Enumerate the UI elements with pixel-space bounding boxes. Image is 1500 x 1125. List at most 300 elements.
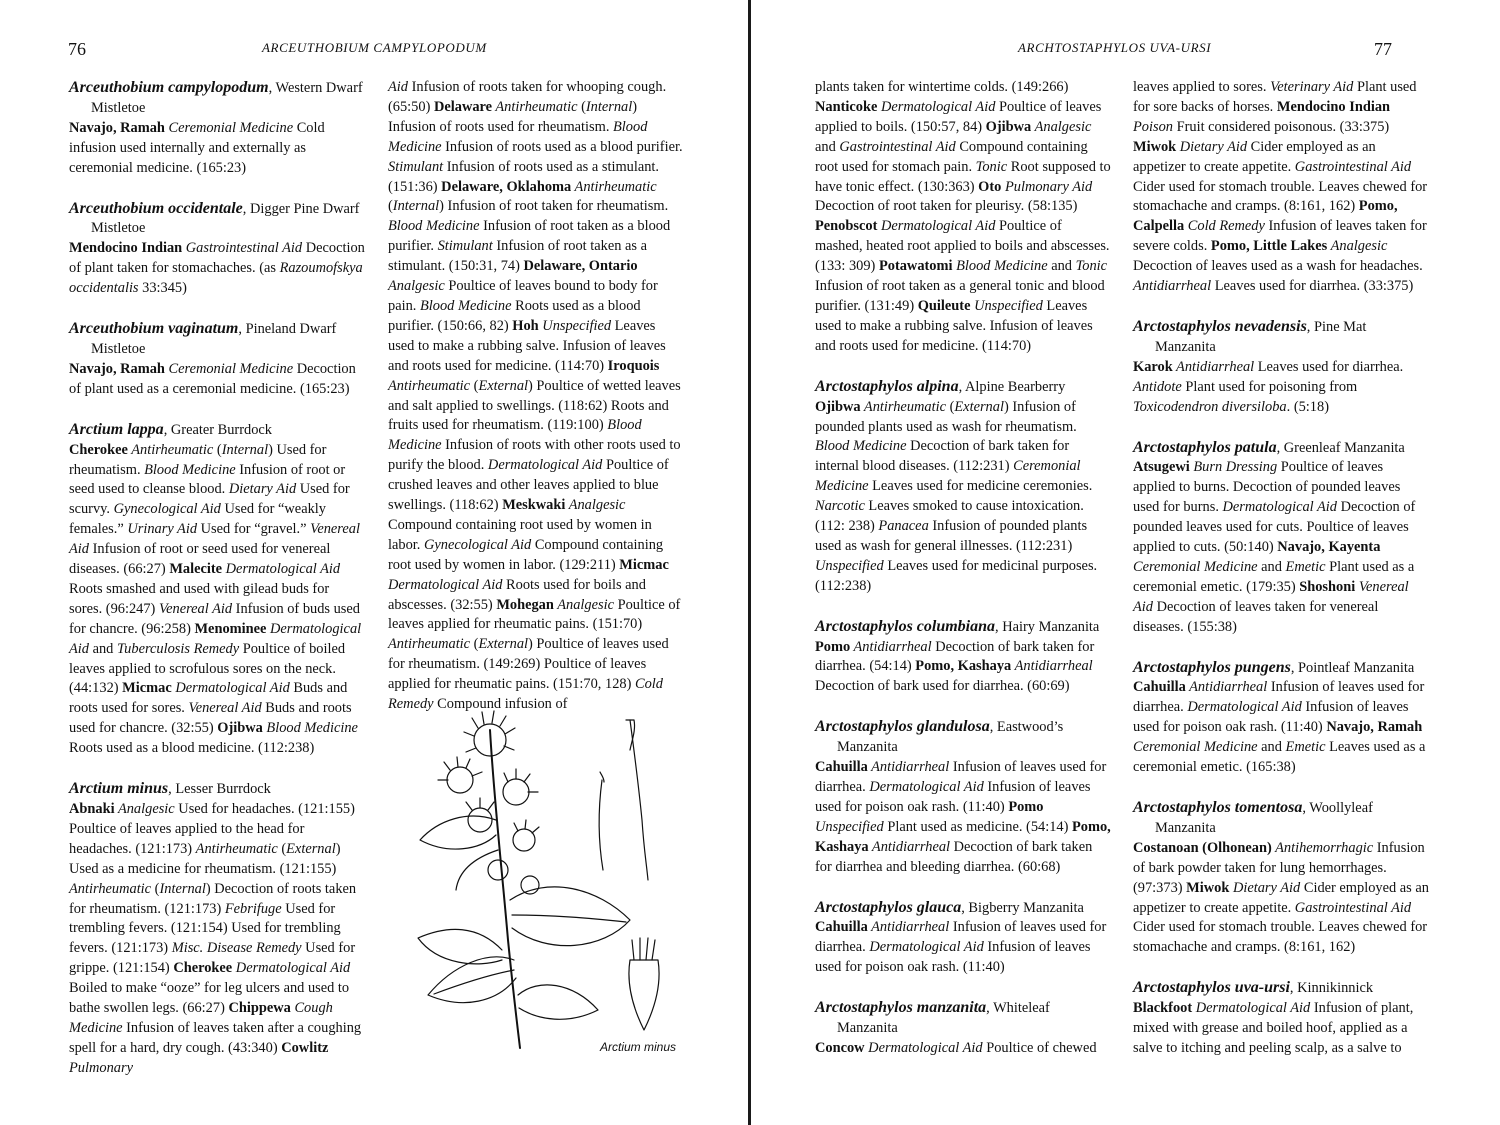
use-category: Blood Medicine [952, 258, 1048, 275]
use-category: Antirheumatic [571, 178, 657, 195]
tribe-name: Miwok [1133, 138, 1177, 155]
entry-text: Compound containing root used by women in labor. [388, 516, 652, 553]
entry-text: Cold infusion used internally and externally as ceremonial medicine. (165:23) [69, 119, 325, 176]
entry-text: Leaves used for diarrhea. [1254, 358, 1404, 375]
dictionary-entry [815, 377, 1111, 597]
entry-text: Poultice of crushed leaves and other leaves applied to blue swellings. (118:62) [388, 457, 669, 514]
entry-text: Decoction of pounded leaves used for cuts. Poultice of leaves applied to cuts. (50:140) [1133, 499, 1416, 556]
use-category: Venereal Aid [69, 521, 360, 558]
use-category: Analgesic [553, 596, 614, 613]
use-category: Burn Dressing [1189, 459, 1278, 476]
entry-text: Leaves used to make a rubbing salve. Infusion of leaves and roots used for medicine. (114:70) [388, 317, 666, 374]
use-category: Antirheumatic [127, 441, 214, 458]
dictionary-entry [1133, 317, 1429, 418]
use-category: Antidiarrheal [850, 638, 932, 655]
entry-heading [1133, 798, 1429, 839]
use-category: Antidiarrheal [1185, 679, 1268, 696]
tribe-name: Cahuilla [815, 759, 868, 776]
common-name: , Lesser Burrdock [168, 781, 271, 798]
entry-text: Infusion of roots taken for whooping cough. (65:50) [388, 79, 667, 115]
use-category: Toxicodendron diversiloba [1133, 398, 1287, 415]
entry-text: ) Decoction of roots taken for rheumatism. (121:173) [69, 880, 357, 917]
use-category: Ceremonial Medicine [164, 119, 294, 136]
species-name: Arctostaphylos alpina [815, 377, 959, 395]
use-category: Antihemorrhagic [1271, 839, 1374, 856]
use-category: Dermatological Aid [171, 680, 290, 697]
tribe-name: Shoshoni [1299, 578, 1356, 595]
use-category: Emetic [1285, 739, 1326, 756]
entry-text: Plant used for poisoning from [1181, 378, 1358, 395]
entry-text: Infusion of leaves used for poison oak rash. (11:40) [815, 939, 1091, 976]
use-category: Internal [585, 98, 633, 115]
entry-text: Decoction of plant used as a ceremonial medicine. (165:23) [69, 360, 356, 397]
entry-text: ( [946, 398, 955, 415]
dictionary-entry [69, 319, 365, 400]
use-category: Analgesic [1327, 238, 1388, 255]
entry-text: ( [470, 636, 479, 653]
entry-text: Fruit considered poisonous. (33:375) [1172, 118, 1390, 135]
tribe-name: Ojibwa [985, 118, 1032, 135]
tribe-name: Delaware, Oklahoma [441, 178, 572, 195]
entry-text: Boiled to make “ooze” for leg ulcers and used to bathe swollen legs. (66:27) [69, 980, 350, 1017]
entry-text: Used for grippe. (121:154) [69, 940, 356, 977]
entry-text: Infusion of roots used as a stimulant. (151:36) [388, 158, 660, 195]
use-category: Urinary Aid [127, 521, 198, 538]
tribe-name: Pomo [1008, 798, 1044, 815]
entry-text: Infusion of root taken as a blood purifier. [388, 218, 671, 255]
tribe-name: Cowlitz [281, 1039, 329, 1056]
use-category: External [478, 636, 529, 653]
entry-text: Leaves used for medicinal purposes. (112:238) [815, 557, 1098, 594]
use-category: Internal [221, 441, 269, 458]
entry-text: ( [151, 880, 160, 897]
use-category: Antidiarrheal [1011, 658, 1093, 675]
use-category: Gastrointestinal Aid [182, 240, 303, 257]
dictionary-entry [1133, 978, 1429, 1059]
common-name: , Western Dwarf Mistletoe [91, 80, 363, 116]
dictionary-entry [1133, 658, 1429, 778]
entry-text: and [88, 640, 117, 657]
entry-heading [815, 898, 1111, 919]
entry-text: Used for scurvy. [69, 481, 350, 518]
common-name: , Greenleaf Manzanita [1276, 439, 1405, 456]
common-name: , Pine Mat Manzanita [1155, 318, 1367, 355]
right-page [752, 0, 1500, 1125]
use-category: Internal [159, 880, 206, 897]
tribe-name: Nanticoke [815, 98, 878, 115]
entry-text: Decoction of bark taken for diarrhea and bleeding diarrhea. (60:68) [815, 838, 1093, 875]
entry-text: Cider used for stomach trouble. Leaves chewed for stomachache and cramps. (8:161, 162) [1133, 919, 1428, 956]
entry-text: leaves applied to sores. [1133, 79, 1271, 95]
tribe-name: Mendocino Indian [69, 240, 183, 257]
use-category: Cough Medicine [69, 1000, 333, 1036]
use-category: External [286, 840, 336, 857]
entry-text: Infusion of leaves used for poison oak rash. (11:40) [815, 779, 1091, 815]
arctium-minus-illustration [398, 710, 698, 1055]
use-category: Stimulant [388, 158, 444, 175]
use-category: Venereal Aid [188, 700, 262, 717]
species-name: Arceuthobium vaginatum [69, 320, 239, 338]
dictionary-entry [1133, 438, 1429, 638]
entry-body [388, 78, 684, 715]
use-category: Antidiarrheal [1133, 278, 1212, 295]
entry-text: Plant used for sore backs of horses. [1133, 79, 1417, 115]
tribe-name: Concow [815, 1039, 865, 1056]
gutter [748, 0, 751, 1125]
use-category: Narcotic [815, 498, 865, 515]
use-category: Dietary Aid [1229, 879, 1301, 896]
tribe-name: Abnaki [69, 801, 115, 817]
entry-body [815, 918, 1111, 978]
use-category: Panacea [878, 518, 929, 535]
entry-heading [69, 199, 365, 240]
use-category: Gynecological Aid [423, 536, 532, 553]
use-category: Unspecified [970, 297, 1043, 314]
entry-text: ) Infusion of root taken for rheumatism. [439, 198, 669, 215]
tribe-name: Mohegan [496, 596, 554, 613]
entry-text: Compound containing root used by women in labor. (129:211) [388, 536, 664, 573]
use-category: Antirheumatic [388, 377, 471, 394]
use-category: Dermatological Aid [388, 576, 503, 593]
tribe-name: Micmac [619, 556, 669, 573]
entry-text: ( [470, 377, 479, 394]
entry-text: Infusion of leaves taken after a coughing spell for a hard, dry cough. (43:340) [69, 1019, 362, 1056]
tribe-name: Micmac [122, 680, 172, 697]
dictionary-entry [815, 78, 1111, 357]
entry-text: Roots used as a blood medicine. (112:238) [69, 740, 315, 757]
common-name: , Alpine Bearberry [958, 378, 1066, 395]
entry-text: Used for “gravel.” [197, 521, 311, 538]
tribe-name: Oto [978, 178, 1002, 195]
text-column [1133, 78, 1429, 1079]
entry-text: Decoction of bark taken for diarrhea. (54:14) [815, 638, 1095, 675]
dictionary-entry [815, 998, 1111, 1059]
entry-text: Poultice of leaves bound to body for pain. [388, 278, 658, 314]
entry-body [1133, 78, 1429, 297]
entry-text: ) Poultice of wetted leaves and salt applied to swellings. (118:62) Roots and fruits used for rheumatism. (119:100) [388, 377, 681, 434]
tribe-name: Mendocino Indian [1276, 98, 1391, 115]
common-name: , Whiteleaf Manzanita [837, 1000, 1050, 1037]
entry-text: ) Infusion of pounded plants used as wash for rheumatism. [815, 398, 1077, 435]
use-category: Tuberculosis Remedy [116, 640, 240, 657]
page-number: 77 [1374, 39, 1392, 59]
entry-text: ) Used for rheumatism. [69, 441, 327, 478]
tribe-name: Pomo, Calpella [1133, 198, 1398, 235]
entry-text: ( [277, 840, 287, 857]
common-name: , Bigberry Manzanita [961, 899, 1084, 916]
tribe-name: Penobscot [815, 218, 878, 235]
entry-text: ( [577, 98, 586, 115]
entry-text: Decoction of leaves taken for venereal diseases. (155:38) [1133, 598, 1379, 635]
tribe-name: Pomo, Little Lakes [1210, 238, 1328, 255]
use-category: Antidiarrheal [868, 838, 951, 855]
species-name: Arceuthobium occidentale [69, 199, 243, 217]
tribe-name: Pomo, Kashaya [915, 658, 1012, 675]
tribe-name: Chippewa [228, 1000, 291, 1017]
use-category: Blood Medicine [262, 720, 358, 737]
use-category: Emetic [1285, 558, 1326, 575]
entry-text: and [1047, 258, 1076, 275]
tribe-name: Delaware, Ontario [523, 258, 638, 275]
tribe-name: Navajo, Kayenta [1277, 539, 1381, 556]
entry-text: Used for “weakly females.” [69, 501, 326, 538]
entry-text: Buds and roots used for sores. [69, 680, 348, 717]
tribe-name: Pomo, Kashaya [815, 818, 1111, 855]
entry-text: and [815, 138, 840, 155]
entry-body [815, 758, 1111, 877]
entry-text: Compound infusion of [433, 696, 568, 713]
entry-text: Poultice of leaves applied for rheumatic pains. (151:70) [388, 596, 681, 633]
entry-text: Poultice of leaves applied to burns. Decoction of pounded leaves used for burns. [1133, 459, 1401, 516]
use-category: Analgesic [1031, 118, 1092, 135]
entry-text: Poultice of boiled leaves applied to scrofulous sores on the neck. (44:132) [69, 640, 346, 697]
use-category: Blood Medicine [388, 417, 642, 454]
use-category: Antirheumatic [195, 840, 278, 857]
use-category: Ceremonial Medicine [164, 360, 294, 377]
use-category: Blood Medicine [388, 218, 480, 235]
entry-text: Decoction of leaves used as a wash for headaches. [1133, 258, 1423, 275]
entry-text: Infusion of root or seed used to cleanse blood. [69, 461, 346, 498]
entry-text: Infusion of roots with other roots used to purify the blood. [388, 437, 681, 474]
use-category: Veterinary Aid [1270, 79, 1354, 95]
entry-text: ) Poultice of leaves used for rheumatism. (149:269) Poultice of leaves applied for rheumatic pains. (151:70, 128) [388, 636, 669, 693]
entry-text: Infusion of root or seed used for venereal diseases. (66:27) [69, 541, 331, 578]
tribe-name: Costanoan (Olhonean) [1133, 839, 1272, 856]
dictionary-entry [69, 779, 365, 1079]
dictionary-entry [815, 617, 1111, 698]
species-name: Arctostaphylos glauca [815, 898, 962, 916]
use-category: Gastrointestinal Aid [1294, 158, 1412, 175]
entry-text: and [1257, 558, 1286, 575]
tribe-name: Cahuilla [1133, 679, 1186, 696]
tribe-name: Navajo, Ramah [1326, 719, 1423, 736]
tribe-name: Cherokee [69, 441, 128, 458]
use-category: Tonic [975, 158, 1008, 175]
left-page [0, 0, 748, 1125]
dictionary-entry [69, 199, 365, 300]
use-category: Internal [392, 198, 440, 215]
use-category: Dermatological Aid [864, 1039, 983, 1056]
use-category: Dermatological Aid [487, 457, 603, 474]
entry-text: Infusion of root taken as a general tonic and blood purifier. (131:49) [815, 278, 1105, 314]
species-name: Arctostaphylos pungens [1133, 658, 1291, 676]
running-head: ARCEUTHOBIUM CAMPYLOPODUM [262, 40, 487, 55]
common-name: , Kinnikinnick [1289, 980, 1374, 997]
tribe-name: Navajo, Ramah [69, 119, 165, 136]
entry-body [815, 398, 1111, 597]
entry-text: Used for trembling fevers. (121:154) Used for trembling fevers. (121:173) [69, 900, 341, 957]
use-category: Cold Remedy [388, 676, 663, 713]
use-category: Analgesic [114, 801, 175, 817]
entry-text: Infusion of roots used as a blood purifier. [441, 138, 683, 155]
entry-heading [69, 420, 365, 441]
tribe-name: Karok [1133, 358, 1173, 375]
entry-text: ) Infusion of roots used for rheumatism. [388, 98, 638, 135]
entry-body [1133, 458, 1429, 637]
use-category: Aid [388, 79, 408, 95]
dictionary-entry [815, 717, 1111, 877]
tribe-name: Potawatomi [878, 258, 953, 275]
entry-body [69, 239, 365, 299]
use-category: Febrifuge [224, 900, 282, 917]
common-name: , Greater Burrdock [163, 421, 272, 438]
use-category: Tonic [1075, 258, 1108, 275]
use-category: Antirheumatic [69, 880, 152, 897]
entry-heading [69, 319, 365, 360]
entry-body [69, 800, 365, 1079]
tribe-name: Pomo [815, 638, 851, 655]
entry-heading [815, 998, 1111, 1039]
use-category: Razoumofskya occidentalis [69, 260, 363, 297]
entry-body [1133, 358, 1429, 418]
use-category: Antidote [1133, 378, 1182, 395]
use-category: Ceremonial Medicine [1133, 558, 1258, 575]
use-category: Dermatological Aid [877, 98, 996, 115]
use-category: Pulmonary [69, 1059, 133, 1076]
use-category: Blood Medicine [419, 297, 512, 314]
use-category: Antirheumatic [388, 636, 471, 653]
species-name: Arctostaphylos uva-ursi [1133, 979, 1290, 997]
entry-heading [1133, 438, 1429, 459]
common-name: , Pointleaf Manzanita [1290, 659, 1415, 676]
use-category: Dermatological Aid [222, 561, 341, 578]
use-category: Dermatological Aid [1222, 499, 1337, 516]
entry-text: Infusion of leaves used for diarrhea. [815, 759, 1107, 795]
use-category: Blood Medicine [144, 461, 236, 478]
entry-heading [1133, 317, 1429, 358]
entry-body [815, 1039, 1111, 1059]
species-name: Arctostaphylos manzanita [815, 999, 987, 1017]
entry-body [1133, 999, 1429, 1059]
entry-text: Decoction of root taken for pleurisy. (58:135) [815, 198, 1078, 215]
use-category: External [478, 377, 529, 394]
entry-text: Infusion of buds used for chancre. (96:258) [69, 600, 360, 637]
entry-text: Leaves used for medicine ceremonies. [868, 478, 1093, 495]
tribe-name: Meskwaki [502, 497, 566, 514]
common-name: , Hairy Manzanita [995, 618, 1100, 635]
use-category: Dietary Aid [1176, 138, 1248, 155]
entry-text: 33:345) [138, 280, 187, 297]
tribe-name: Cahuilla [815, 919, 868, 936]
entry-text: Infusion of leaves used for diarrhea. [1133, 679, 1425, 716]
entry-text: Poultice of leaves applied to boils. (150:57, 84) [815, 98, 1102, 135]
use-category: Antidiarrheal [867, 919, 950, 936]
dictionary-entry [388, 78, 684, 715]
tribe-name: Hoh [512, 317, 539, 334]
entry-text: Plant used as a ceremonial emetic. (179:35) [1133, 558, 1415, 595]
text-column [388, 78, 684, 735]
entry-body [815, 78, 1111, 357]
common-name: , Pineland Dwarf Mistletoe [91, 321, 337, 357]
tribe-name: Navajo, Ramah [69, 360, 165, 377]
entry-text: Cider used for stomach trouble. Leaves chewed for stomachache and cramps. (8:161, 162) [1133, 178, 1428, 215]
text-column [69, 78, 365, 1099]
page-number: 76 [68, 39, 86, 59]
entry-text: Infusion of pounded plants used as wash for general illnesses. (112:231) [815, 518, 1088, 554]
species-name: Arctostaphylos nevadensis [1133, 317, 1307, 335]
use-category: Antidiarrheal [867, 759, 950, 776]
use-category: Pulmonary Aid [1001, 178, 1093, 195]
entry-heading [1133, 978, 1429, 999]
use-category: Blood Medicine [815, 438, 907, 455]
tribe-name: Menominee [194, 620, 267, 637]
dictionary-entry [1133, 798, 1429, 958]
entry-text: Decoction of bark used for diarrhea. (60:69) [815, 678, 1070, 695]
species-name: Arctostaphylos columbiana [815, 617, 996, 635]
common-name: , Eastwood’s Manzanita [837, 719, 1064, 756]
entry-text: Infusion of leaves used for diarrhea. [815, 919, 1107, 956]
use-category: Venereal Aid [158, 600, 233, 617]
tribe-name: Malecite [169, 561, 223, 578]
entry-text: Infusion of leaves used for poison oak rash. (11:40) [1133, 699, 1409, 736]
species-name: Arctium lappa [69, 420, 164, 438]
use-category: Stimulant [437, 238, 493, 255]
use-category: Unspecified [538, 317, 612, 334]
dictionary-entry [1133, 78, 1429, 297]
entry-text: Infusion of bark powder taken for lung hemorrhages. (97:373) [1133, 839, 1425, 896]
entry-text: and [1257, 739, 1286, 756]
tribe-name: Miwok [1186, 879, 1230, 896]
entry-text: Poultice of mashed, heated root applied to boils and abscesses. (133: 309) [815, 218, 1110, 275]
entry-text: Cider employed as an appetizer to create appetite. [1133, 879, 1429, 916]
tribe-name: Ojibwa [815, 398, 861, 415]
use-category: Analgesic [565, 497, 626, 514]
use-category: Poison [1133, 118, 1173, 135]
use-category: Dermatological Aid [1192, 1000, 1311, 1017]
use-category: Unspecified [815, 818, 884, 835]
dictionary-entry [815, 898, 1111, 979]
entry-heading [815, 377, 1111, 398]
use-category: Analgesic [388, 278, 445, 295]
entry-text: ( [388, 198, 393, 215]
text-column [815, 78, 1111, 1079]
entry-text: Compound containing root used for stomach pain. [815, 138, 1088, 175]
entry-text: Cider employed as an appetizer to create appetite. [1133, 138, 1376, 175]
use-category: Antidiarrheal [1172, 358, 1255, 375]
entry-text: . (5:18) [1286, 398, 1329, 415]
entry-text: Leaves used as a ceremonial emetic. (165:38) [1133, 739, 1426, 776]
tribe-name: Cherokee [173, 960, 233, 977]
use-category: Ceremonial Medicine [1133, 739, 1258, 756]
entry-body [1133, 839, 1429, 958]
use-category: Gastrointestinal Aid [839, 138, 956, 155]
use-category: Ceremonial Medicine [815, 458, 1081, 495]
entry-text: ) Used as a medicine for rheumatism. (121:155) [69, 840, 341, 877]
entry-text: Root supposed to have tonic effect. (130:363) [815, 158, 1111, 195]
common-name: , Digger Pine Dwarf Mistletoe [91, 200, 360, 237]
running-head: ARCHTOSTAPHYLOS UVA-URSI [1018, 40, 1212, 55]
common-name: , Woollyleaf Manzanita [1155, 800, 1373, 836]
use-category: Venereal Aid [1133, 578, 1409, 615]
use-category: Blood Medicine [388, 118, 648, 155]
entry-body [69, 441, 365, 760]
use-category: Misc. Disease Remedy [171, 940, 302, 957]
tribe-name: Ojibwa [217, 720, 263, 737]
species-name: Arceuthobium campylopodum [69, 79, 269, 96]
use-category: Dermatological Aid [232, 960, 351, 977]
entry-text: Roots used as a blood purifier. (150:66, 82) [388, 297, 641, 334]
figure-caption: Arctium minus [600, 1040, 677, 1054]
use-category: Unspecified [815, 557, 884, 574]
use-category: Dermatological Aid [869, 939, 984, 956]
entry-text: ( [213, 441, 222, 458]
entry-text: Plant used as medicine. (54:14) [883, 818, 1072, 835]
species-name: Arctostaphylos tomentosa [1133, 799, 1303, 816]
use-category: Antirheumatic [492, 98, 578, 115]
use-category: External [954, 398, 1004, 415]
entry-text: Decoction of plant taken for stomachaches. (as [69, 240, 365, 277]
entry-heading [1133, 658, 1429, 679]
